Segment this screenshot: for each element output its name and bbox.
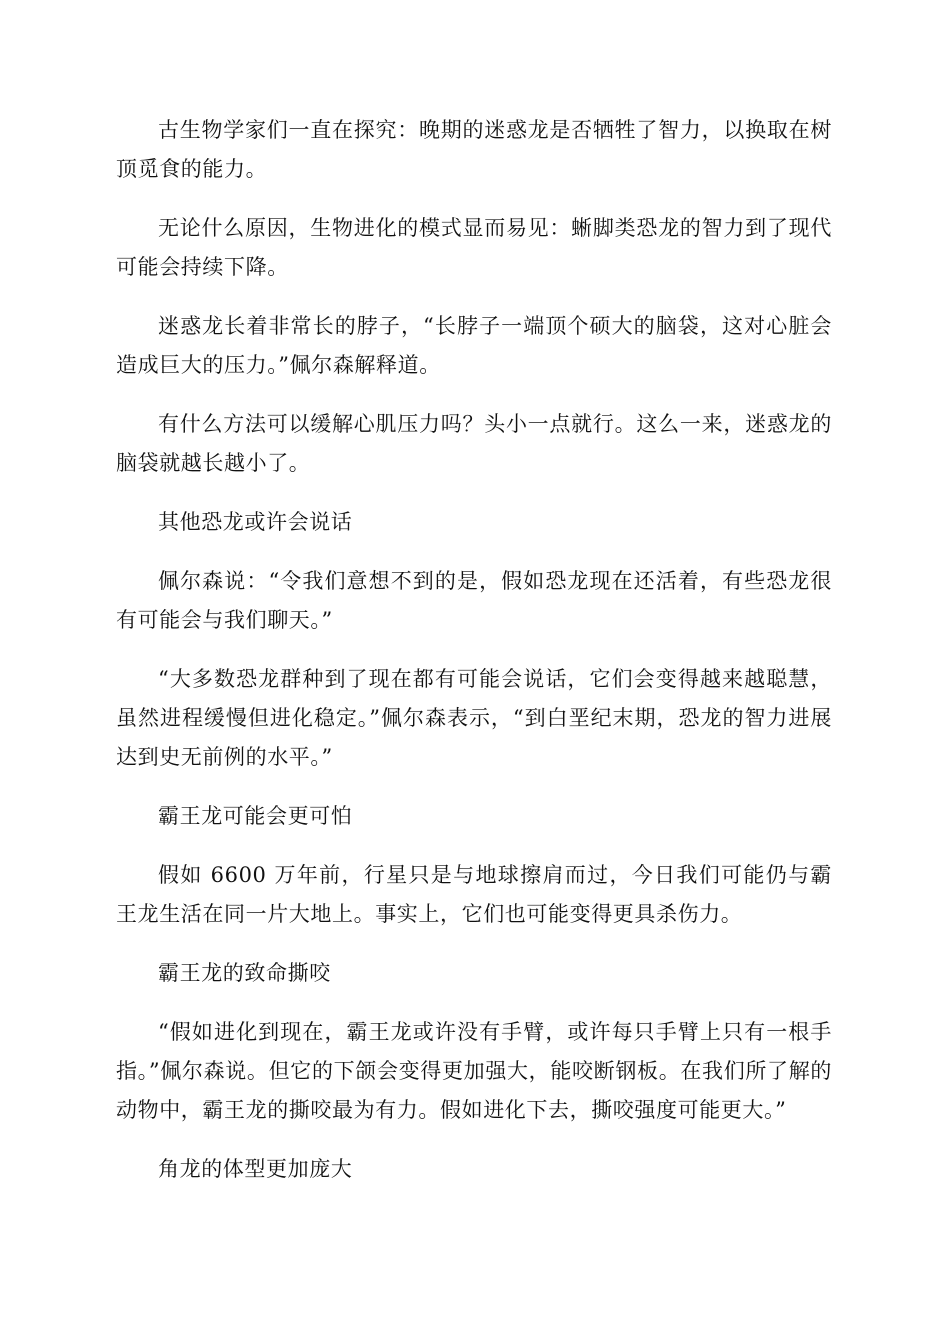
paragraph: 假如 6600 万年前，行星只是与地球擦肩而过，今日我们可能仍与霸王龙生活在同一片大地上。事实上，它们也可能变得更具杀伤力。 [116,863,832,926]
paragraph: “假如进化到现在，霸王龙或许没有手臂，或许每只手臂上只有一根手指。”佩尔森说。但它的下颌会变得更加强大，能咬断钢板。在我们所了解的动物中，霸王龙的撕咬最为有力。假如进化下去，撕咬强度可能更大。” [116,1020,832,1122]
paragraph: 古生物学家们一直在探究：晚期的迷惑龙是否牺牲了智力，以换取在树顶觅食的能力。 [116,118,832,181]
paragraph: 迷惑龙长着非常长的脖子，“长脖子一端顶个硕大的脑袋，这对心脏会造成巨大的压力。”佩尔森解释道。 [116,314,832,377]
section-heading: 霸王龙可能会更可怕 [158,804,353,828]
paragraph: 有什么方法可以缓解心肌压力吗？头小一点就行。这么一来，迷惑龙的脑袋就越长越小了。 [116,412,832,475]
paragraph: 佩尔森说：“令我们意想不到的是，假如恐龙现在还活着，有些恐龙很有可能会与我们聊天。” [116,569,832,632]
paragraph: 无论什么原因，生物进化的模式显而易见：蜥脚类恐龙的智力到了现代可能会持续下降。 [116,216,832,279]
paragraph: “大多数恐龙群种到了现在都有可能会说话，它们会变得越来越聪慧，虽然进程缓慢但进化稳定。”佩尔森表示，“到白垩纪末期，恐龙的智力进展达到史无前例的水平。” [116,667,832,769]
section-heading: 霸王龙的致命撕咬 [158,961,331,985]
section-heading: 角龙的体型更加庞大 [158,1157,353,1181]
document-body [116,111,832,1209]
section-heading: 其他恐龙或许会说话 [158,510,353,534]
